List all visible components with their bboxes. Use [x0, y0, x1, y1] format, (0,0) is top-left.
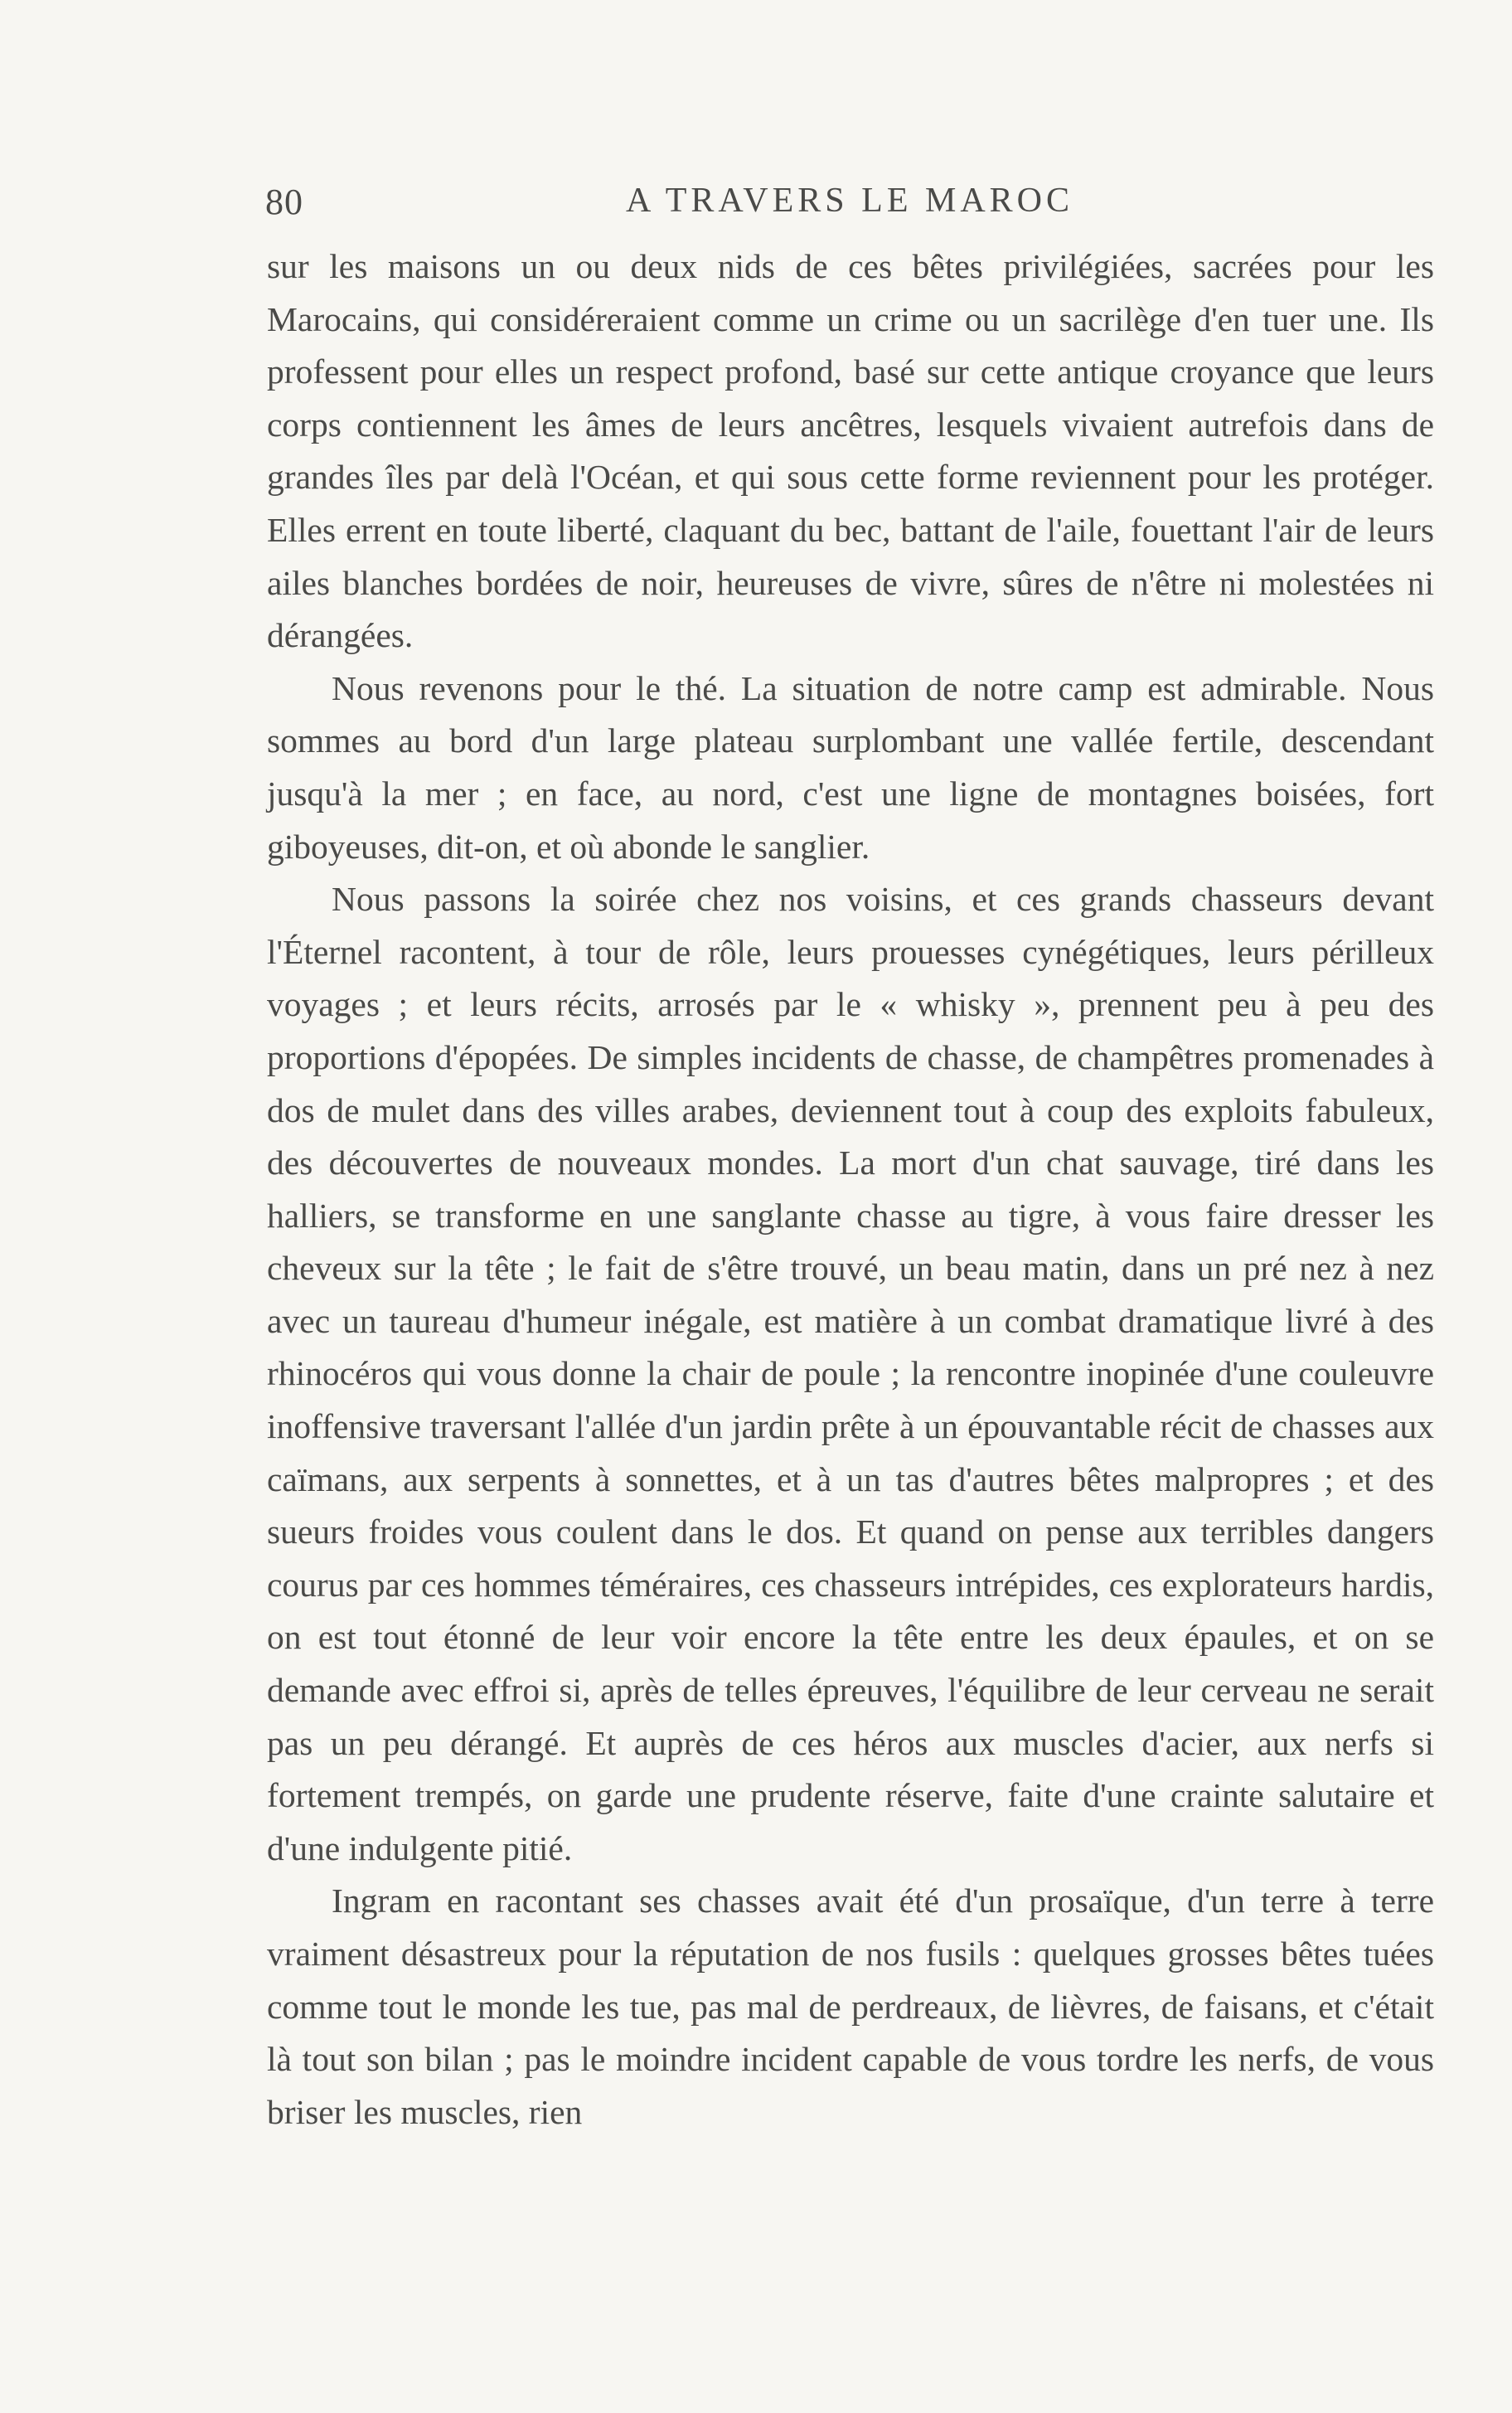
paragraph-hunters: Nous passons la soirée chez nos voisins, et ces grands chasseurs devant l'Éternel racontent, à tour de rôle, leurs prouesses cynégétiques, leurs périlleux voyages ; et leurs récits, arrosés par le « whisky », prennent peu à peu des proportions d'épopées. De simples incidents de chasse, de champêtres promenades à dos de mulet dans des villes arabes, deviennent tout à coup des exploits fabuleux, des découvertes de nouveaux mondes. La mort d'un chat sauvage, tiré dans les halliers, se transforme en une sanglante chasse au tigre, à vous faire dresser les cheveux sur la tête ; le fait de s'être trouvé, un beau matin, dans un pré nez à nez avec un taureau d'humeur inégale, est matière à un combat dramatique livré à des rhinocéros qui vous donne la chair de poule ; la rencontre inopinée d'une couleuvre inoffensive traversant l'allée d'un jardin prête à un épouvantable récit de chasses aux caïmans, aux serpents à sonnettes, et à un tas d'autres bêtes malpropres ; et des sueurs froides vous coulent dans le dos. Et quand on pense aux terribles dangers courus par ces hommes téméraires, ces chasseurs intrépides, ces explorateurs hardis, on est tout étonné de leur voir encore la tête entre les deux épaules, et on se demande avec effroi si, après de telles épreuves, l'équilibre de leur cerveau ne serait pas un peu dérangé. Et auprès de ces héros aux muscles d'acier, aux nerfs si fortement trempés, on garde une prudente réserve, faite d'une crainte salutaire et d'une indulgente pitié. [267, 880, 1434, 1867]
body-text [267, 240, 1434, 2139]
paragraph-tea: Nous revenons pour le thé. La situation de notre camp est admirable. Nous sommes au bord d'un large plateau surplombant une vallée fertile, descendant jusqu'à la mer ; en face, au nord, c'est une ligne de montagnes boisées, fort giboyeuses, dit-on, et où abonde le sanglier. [267, 668, 1434, 866]
page-number: 80 [265, 182, 303, 222]
paragraph-continued: sur les maisons un ou deux nids de ces bêtes privilégiées, sacrées pour les Marocains, qui considéreraient comme un crime ou un sacrilège d'en tuer une. Ils professent pour elles un respect profond, basé sur cette antique croyance que leurs corps contiennent les âmes de leurs ancêtres, lesquels vivaient autrefois dans de grandes îles par delà l'Océan, et qui sous cette forme reviennent pour les protéger. Elles errent en toute liberté, claquant du bec, battant de l'aile, fouettant l'air de leurs ailes blanches bordées de noir, heureuses de vivre, sûres de n'être ni molestées ni dérangées. [267, 247, 1434, 655]
running-head [265, 181, 1434, 239]
paragraph-ingram: Ingram en racontant ses chasses avait été d'un prosaïque, d'un terre à terre vraiment désastreux pour la réputation de nos fusils : quelques grosses bêtes tuées comme tout le monde les tue, pas mal de perdreaux, de lièvres, de faisans, et c'était là tout son bilan ; pas le moindre incident capable de vous tordre les nerfs, de vous briser les muscles, rien [267, 1881, 1434, 2131]
running-title: A TRAVERS LE MAROC [625, 182, 1074, 220]
